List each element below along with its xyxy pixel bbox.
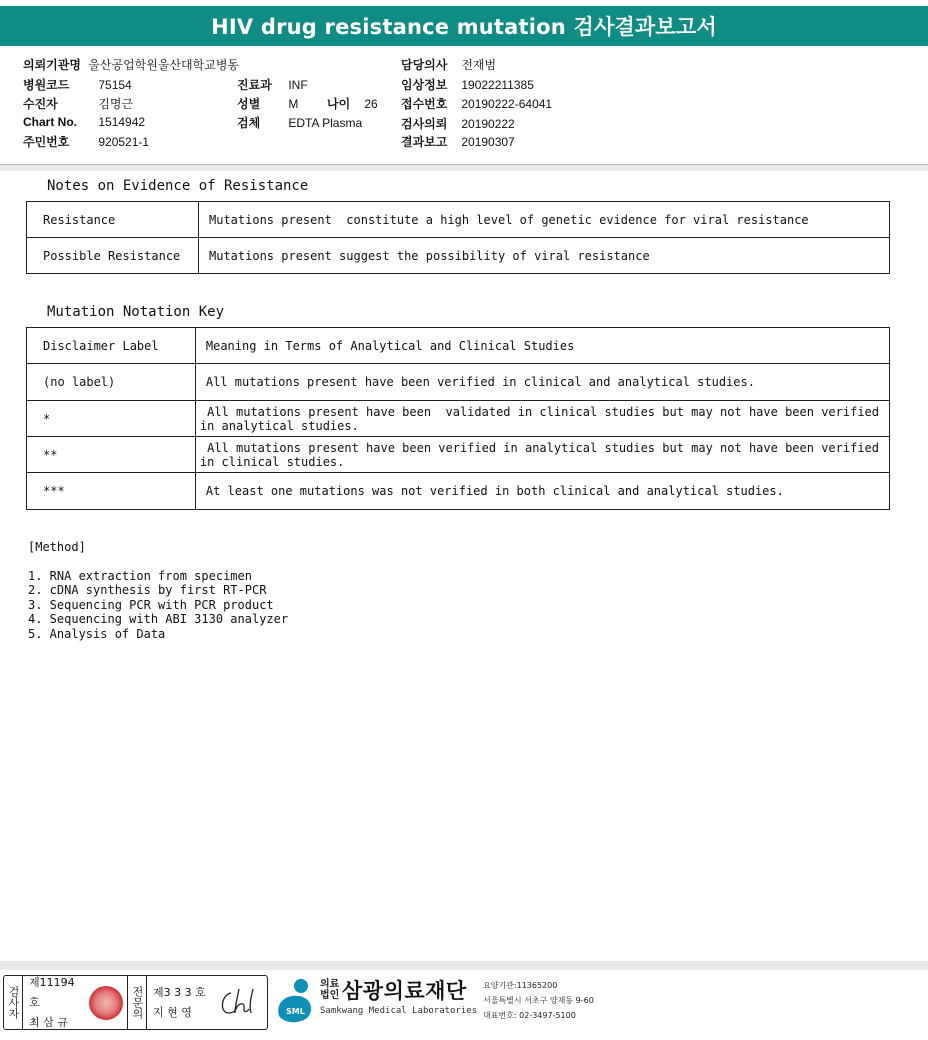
resident-no-field [23, 133, 149, 150]
key-term: * [27, 401, 196, 437]
institution-value: 울산공업학원울산대학교병동 [88, 58, 240, 72]
key-term: (no label) [27, 364, 196, 401]
key-desc-line: All mutations present have been verified in analytical studies but may not have been verified [199, 440, 879, 455]
notes-desc: Mutations present constitute a high level of genetic evidence for viral resistance [199, 202, 890, 238]
table-row [27, 238, 890, 274]
age-label: 나이 [327, 97, 351, 111]
doctor-value: 전재범 [461, 58, 497, 72]
notes-section-title: Notes on Evidence of Resistance [47, 178, 309, 194]
report-date-label: 결과보고 [401, 135, 448, 149]
sml-logo-icon [271, 976, 317, 1024]
key-desc-line: All mutations present have been validated in clinical studies but may not have been verified [199, 404, 879, 419]
specialist-no: 제3 3 3 호 [153, 985, 206, 999]
institution-field [23, 56, 239, 73]
age-value: 26 [364, 97, 378, 111]
notes-term: Resistance [27, 202, 199, 238]
hospital-code-value: 75154 [98, 78, 132, 92]
key-desc [195, 437, 889, 473]
clinical-info-value: 19022211385 [461, 78, 534, 92]
doctor-field [401, 56, 496, 73]
key-desc: At least one mutations was not verified in both clinical and analytical studies. [195, 473, 889, 510]
table-row [27, 202, 890, 238]
method-step: 3. Sequencing PCR with PCR product [28, 597, 274, 612]
examiner-name: 최 삼 규 [29, 1015, 68, 1029]
report-date-value: 20190307 [461, 135, 515, 149]
resident-no-label: 주민번호 [23, 135, 70, 149]
key-header-term: Disclaimer Label [27, 328, 196, 364]
patient-name-value: 김명근 [98, 97, 134, 111]
examiner-label [4, 976, 23, 1029]
footer-strip [0, 961, 928, 970]
institution-label: 의뢰기관명 [23, 58, 81, 72]
key-desc [195, 401, 889, 437]
org-phone: 대표번호: 02-3497-5100 [483, 1011, 576, 1020]
report-date-field [401, 133, 515, 150]
specialist-cell [147, 976, 217, 1029]
clinical-info-label: 임상정보 [401, 78, 448, 92]
chart-no-label: Chart No. [23, 115, 77, 129]
patient-info-panel [0, 46, 928, 165]
key-term: *** [27, 473, 196, 510]
table-row [27, 364, 890, 401]
table-row [27, 437, 890, 473]
specialist-name: 지 현 영 [153, 1005, 192, 1019]
org-type: 의료 법인 [320, 979, 340, 1001]
request-date-value: 20190222 [461, 117, 515, 131]
request-date-field [401, 115, 515, 132]
org-code: 요양기관:11365200 [483, 981, 558, 990]
report-title: HIV drug resistance mutation 검사결과보고서 [0, 6, 928, 46]
examiner-label-text: 검사자 [7, 986, 20, 1019]
sex-value: M [288, 97, 299, 111]
table-row [27, 401, 890, 437]
request-date-label: 검사의뢰 [401, 117, 448, 131]
notes-desc: Mutations present suggest the possibility of viral resistance [199, 238, 890, 274]
examiner-cell [23, 976, 85, 1029]
org-english-name: Samkwang Medical Laboratories [320, 1006, 478, 1016]
specialist-label [127, 976, 147, 1029]
department-label: 진료과 [237, 78, 272, 92]
clinical-info-field [401, 76, 534, 93]
table-row [27, 473, 890, 510]
department-field [237, 76, 308, 93]
key-desc-line: in clinical studies. [199, 454, 345, 469]
specimen-label: 검체 [237, 116, 261, 130]
method-step: 1. RNA extraction from specimen [28, 568, 252, 583]
method-heading: [Method] [28, 540, 86, 554]
divider-strip [0, 165, 928, 171]
chart-no-field [23, 115, 145, 129]
method-section [28, 540, 288, 641]
notes-table [26, 201, 890, 274]
patient-name-label: 수진자 [23, 97, 58, 111]
sex-label: 성별 [237, 97, 261, 111]
specimen-value: EDTA Plasma [288, 116, 363, 130]
specialist-label-text: 전문의 [131, 986, 144, 1019]
doctor-label: 담당의사 [401, 58, 448, 72]
hospital-code-label: 병원코드 [23, 78, 70, 92]
organization-info [483, 978, 594, 1023]
receipt-no-label: 접수번호 [401, 97, 448, 111]
signature-box [3, 975, 268, 1030]
sex-field [237, 95, 298, 112]
key-term: ** [27, 437, 196, 473]
resident-no-value: 920521-1 [98, 135, 150, 149]
method-step: 2. cDNA synthesis by first RT-PCR [28, 583, 267, 597]
notes-term: Possible Resistance [27, 238, 199, 274]
key-table [26, 327, 890, 510]
org-address: 서울특별시 서초구 양재동 9-60 [483, 996, 594, 1005]
examiner-no: 제11194호 [29, 975, 75, 1009]
method-step: 5. Analysis of Data [28, 626, 166, 641]
key-desc-line: in analytical studies. [199, 418, 359, 433]
key-header-desc: Meaning in Terms of Analytical and Clinical Studies [195, 328, 889, 364]
receipt-no-value: 20190222-64041 [461, 97, 553, 111]
org-name: 삼광의료재단 [342, 979, 467, 1003]
department-value: INF [288, 78, 308, 92]
seal-stamp [89, 986, 123, 1020]
specimen-field [237, 114, 362, 131]
age-field [327, 95, 378, 112]
receipt-no-field [401, 95, 552, 112]
chart-no-value: 1514942 [98, 115, 146, 129]
key-desc: All mutations present have been verified in clinical and analytical studies. [195, 364, 889, 401]
logo-text: SML [286, 1007, 305, 1016]
signature-image [217, 985, 261, 1021]
patient-name-field [23, 95, 133, 112]
table-header-row [27, 328, 890, 364]
hospital-code-field [23, 76, 132, 93]
key-section-title: Mutation Notation Key [47, 304, 225, 320]
method-step: 4. Sequencing with ABI 3130 analyzer [28, 612, 289, 626]
